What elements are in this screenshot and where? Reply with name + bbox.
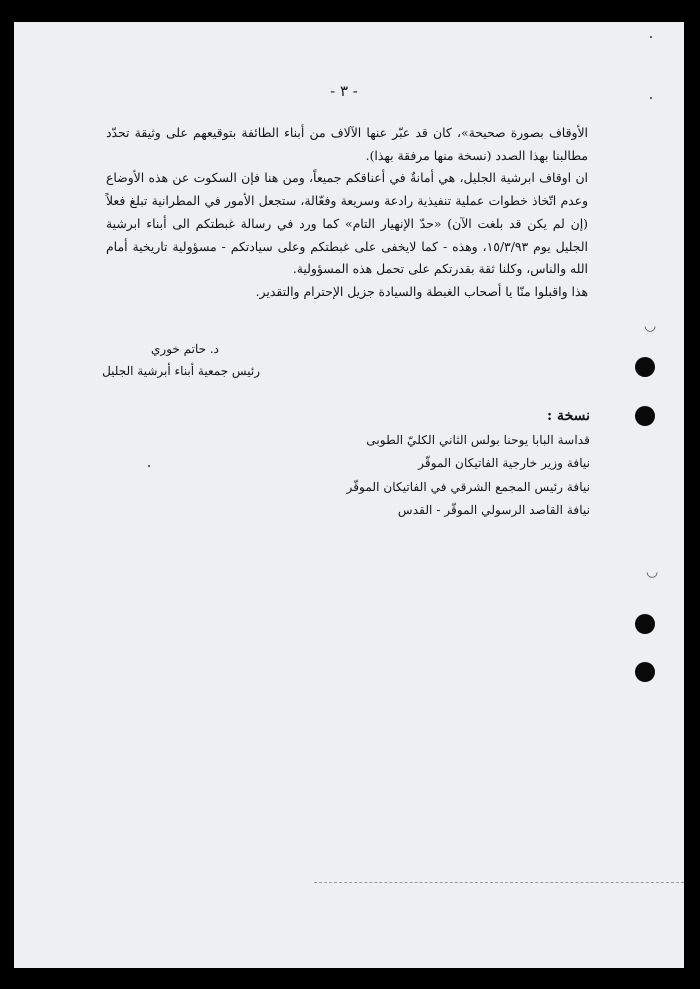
copies-list xyxy=(314,405,590,523)
signatory-title: رئيس جمعية أبناء أبرشية الجليل xyxy=(102,364,260,378)
copy-recipient: نيافة وزير خارجية الفاتيكان الموقّر xyxy=(418,456,590,470)
signatory-name: د. حاتم خوري xyxy=(151,342,219,356)
letter-body xyxy=(106,122,588,304)
copy-recipient: نيافة القاصد الرسولي الموقّر - القدس xyxy=(397,503,590,517)
document-page xyxy=(14,22,684,968)
page-number: - ٣ - xyxy=(330,82,358,100)
paragraph: ان اوقاف ابرشية الجليل، هي أمانةٌ في أعناقكم جميعاً، ومن هنا فإن السكوت عن هذه الأوضاع وعدم اتّخاذ خطوات عملية تنفيذية رادعة وسريعة وفعّالة، ستجعل الأمور في المطرانية تبلغ فعلاً (إن لم يكن قد بلغت الآن) «حدّ الإنهيار التام» كما ورد في رسالة غبطتكم الى أبناء ابرشية الجليل يوم ١٥/٣/٩٣، وهذه - كما لايخفى على غبطتكم وعلى سيادتكم - مسؤولية تاريخية أمام الله والناس، وكلنا ثقة بقدرتكم على تحمل هذه المسؤولية. xyxy=(106,170,589,277)
paper-speck xyxy=(650,97,652,99)
signature-block xyxy=(102,338,260,382)
paper-mark: ◡ xyxy=(644,318,657,334)
copy-recipient: قداسة البابا يوحنا بولس الثاني الكليّ الطوبى xyxy=(366,432,590,447)
paper-mark: ◡ xyxy=(646,564,659,580)
dashed-rule xyxy=(314,882,684,883)
punch-hole xyxy=(635,357,655,377)
punch-hole xyxy=(635,614,655,634)
copies-heading: نسخة : xyxy=(547,408,590,424)
copy-recipient: نيافة رئيس المجمع الشرقي في الفاتيكان الموقّر xyxy=(346,479,590,494)
paragraph: الأوقاف بصورة صحيحة»، كان قد عبّر عنها الآلاف من أبناء الطائفة بتوقيعهم على وثيقة تحدّد مطالبنا بهذا الصدد (نسخة منها مرفقة بهذا). xyxy=(106,125,588,163)
closing-paragraph: هذا واقبلوا منّا يا أصحاب الغبطة والسيادة جزيل الإحترام والتقدير. xyxy=(255,283,588,299)
punch-hole xyxy=(635,406,655,426)
paper-speck xyxy=(650,36,652,38)
punch-hole xyxy=(635,662,655,682)
paper-speck xyxy=(148,465,150,467)
